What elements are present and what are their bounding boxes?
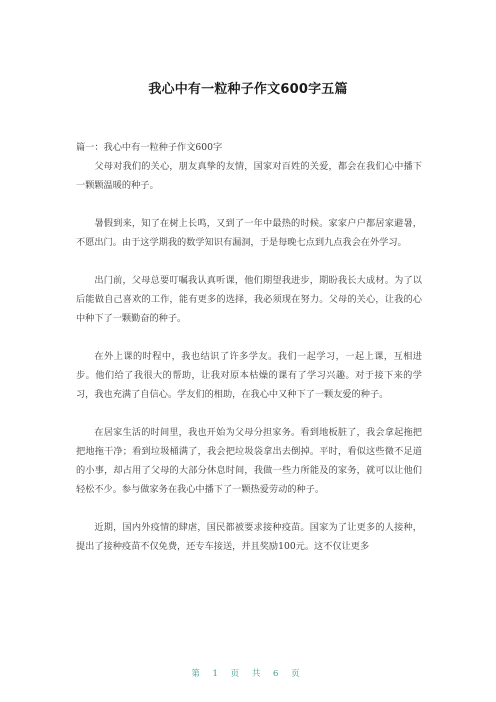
paragraph: 近期，国内外疫情的肆虐，国民都被要求接种疫苗。国家为了让更多的人接种，提出了接种疫苗不仅免费，还专车接送，并且奖励100元。这不仅让更多 xyxy=(76,522,422,552)
paragraph: 出门前，父母总要叮嘱我认真听课，他们期望我进步，期盼我长大成材。为了以后能做自己喜欢的工作，能有更多的选择，我必须现在努力。父母的关心，让我的心中种下了一颗勤奋的种子。 xyxy=(76,275,422,324)
paragraph: 暑假到来，知了在树上长鸣，又到了一年中最热的时候。家家户户都居家避暑，不愿出门。由于这学期我的数学知识有漏洞，于是每晚七点到九点我会在外学习。 xyxy=(76,218,422,248)
paragraph: 在外上课的时程中，我也结识了许多学友。我们一起学习，一起上课，互相进步。他们给了我很大的帮助，让我对原本枯燥的课有了学习兴趣。对于接下来的学习，我也充满了自信心。学友们的相助，在我心中又种下了一颗友爱的种子。 xyxy=(76,351,422,400)
page-footer: 第 1 页 共 6 页 xyxy=(191,669,305,679)
document-title: 我心中有一粒种子作文600字五篇 xyxy=(148,82,348,97)
document-body xyxy=(76,138,422,575)
paragraph: 在居家生活的时间里，我也开始为父母分担家务。看到地板脏了，我会拿起拖把把地拖干净；看到垃圾桶满了，我会把垃圾袋拿出去倒掉。平时，看似这些微不足道的小事，却占用了父母的大部分休息时间，我做一些力所能及的家务，就可以让他们轻松不少。参与做家务在我心中播下了一颗热爱劳动的种子。 xyxy=(76,427,422,495)
section-heading: 篇一：我心中有一粒种子作文600字 xyxy=(76,142,223,153)
paragraph: 父母对我们的关心，朋友真挚的友情，国家对百姓的关爱，都会在我们心中播下一颗颗温暖的种子。 xyxy=(76,161,422,191)
